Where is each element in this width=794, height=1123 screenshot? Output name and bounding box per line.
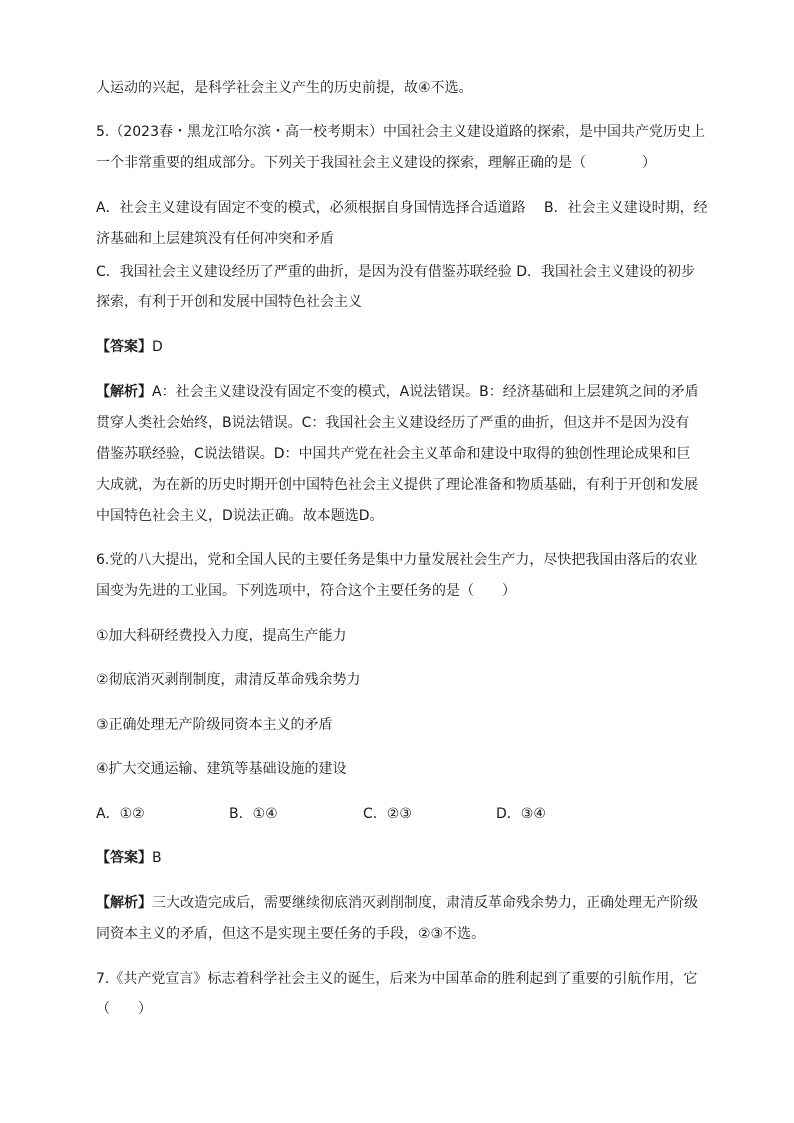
question-6-stem: 6.党的八大提出，党和全国人民的主要任务是集中力量发展社会生产力，尽快把我国由落后的农业 xyxy=(96,552,698,568)
explanation-text: A：社会主义建设没有固定不变的模式，A说法错误。B：经济基础和上层建筑之间的矛盾 xyxy=(152,384,699,400)
option-b: B．①④ xyxy=(229,806,278,822)
explanation-5-line-1 xyxy=(96,382,699,402)
explanation-label: 【解析】 xyxy=(96,895,152,911)
explanation-5-line-5: 中国特色社会主义，D说法正确。故本题选D。 xyxy=(96,508,384,524)
explanation-5-line-4: 大成就，为在新的历史时期开创中国特色社会主义提供了理论准备和物质基础，有利于开创和发展 xyxy=(96,477,698,493)
explanation-6-line-2: 同资本主义的矛盾，但这不是实现主要任务的手段，②③不选。 xyxy=(96,926,486,942)
question-7-stem-cont: （ ） xyxy=(96,1001,152,1017)
question-5-option-c-d: C．我国社会主义建设经历了严重的曲折，是因为没有借鉴苏联经验 D．我国社会主义建设的初步 xyxy=(96,264,696,280)
text-line: 人运动的兴起，是科学社会主义产生的历史前提，故④不选。 xyxy=(96,80,473,96)
question-5-option-d-cont: 探索，有利于开创和发展中国特色社会主义 xyxy=(96,294,362,310)
answer-value: D xyxy=(152,339,163,355)
answer-label: 【答案】 xyxy=(96,850,152,866)
question-6-stem-cont: 国变为先进的工业国。下列选项中，符合这个主要任务的是（ ） xyxy=(96,583,516,599)
explanation-label: 【解析】 xyxy=(96,384,152,400)
explanation-6-line-1 xyxy=(96,893,698,913)
explanation-5-line-3: 借鉴苏联经验，C说法错误。D：中国共产党在社会主义革命和建设中取得的独创性理论成果和巨 xyxy=(96,446,691,462)
answer-6 xyxy=(96,848,162,868)
question-5-option-a-b: A．社会主义建设有固定不变的模式，必须根据自身国情选择合适道路 B．社会主义建设时期，经 xyxy=(96,200,708,216)
answer-value: B xyxy=(152,850,162,866)
question-6-statement-3: ③正确处理无产阶级同资本主义的矛盾 xyxy=(96,717,333,733)
question-6-statement-2: ②彻底消灭剥削制度，肃清反革命残余势力 xyxy=(96,672,361,688)
option-d: D．③④ xyxy=(496,806,546,822)
option-a: A．①② xyxy=(96,806,145,822)
question-5-stem: 5.（2023春・黑龙江哈尔滨・高一校考期末）中国社会主义建设道路的探索，是中国共产党历史上 xyxy=(96,124,705,140)
question-6-statement-1: ①加大科研经费投入力度，提高生产能力 xyxy=(96,628,347,644)
explanation-5-line-2: 贯穿人类社会始终，B说法错误。C：我国社会主义建设经历了严重的曲折，但这并不是因为没有 xyxy=(96,415,690,431)
question-5-option-b-cont: 济基础和上层建筑没有任何冲突和矛盾 xyxy=(96,231,334,247)
explanation-text: 三大改造完成后，需要继续彻底消灭剥削制度，肃清反革命残余势力，正确处理无产阶级 xyxy=(152,895,698,911)
question-6-statement-4: ④扩大交通运输、建筑等基础设施的建设 xyxy=(96,761,347,777)
answer-label: 【答案】 xyxy=(96,339,152,355)
question-5-stem-cont: 一个非常重要的组成部分。下列关于我国社会主义建设的探索，理解正确的是（ ） xyxy=(96,155,656,171)
option-c: C．②③ xyxy=(363,806,412,822)
question-7-stem: 7.《共产党宣言》标志着科学社会主义的诞生，后来为中国革命的胜利起到了重要的引航作用，它 xyxy=(96,971,698,987)
answer-5 xyxy=(96,337,163,357)
